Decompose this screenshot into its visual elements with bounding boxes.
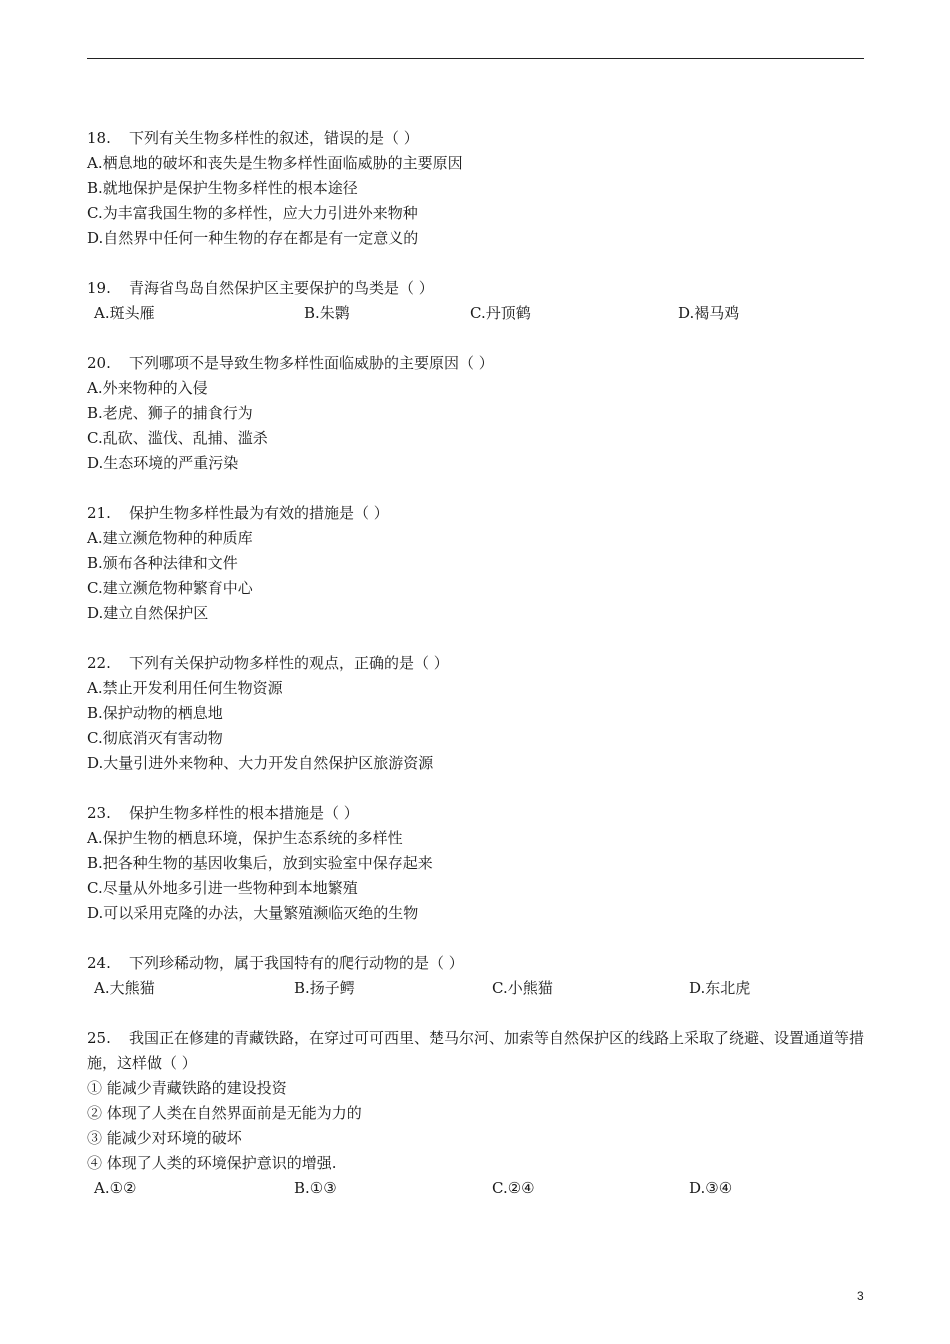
question-23	[87, 801, 867, 926]
option-d: D.自然界中任何一种生物的存在都是有一定意义的	[87, 229, 419, 247]
question-number: 24.	[87, 954, 111, 972]
header-rule	[87, 58, 864, 59]
question-text: 保护生物多样性最为有效的措施是（ ）	[129, 504, 389, 522]
option-d: D.大量引进外来物种、大力开发自然保护区旅游资源	[87, 754, 434, 772]
option-b: B.颁布各种法律和文件	[87, 554, 238, 572]
option-a: A.禁止开发利用任何生物资源	[87, 679, 283, 697]
option-b: B.保护动物的栖息地	[87, 704, 223, 722]
option-d: D.东北虎	[689, 979, 751, 997]
statement-4: ④ 体现了人类的环境保护意识的增强.	[87, 1154, 337, 1172]
option-a: A.保护生物的栖息环境，保护生态系统的多样性	[87, 829, 403, 847]
question-20	[87, 351, 867, 476]
question-stem	[87, 276, 867, 301]
option-b: B.朱鹮	[304, 304, 350, 322]
option-d: D.生态环境的严重污染	[87, 454, 239, 472]
option-c: C.彻底消灭有害动物	[87, 729, 223, 747]
option-a: A.大熊猫	[94, 979, 155, 997]
question-number: 20.	[87, 354, 111, 372]
question-22	[87, 651, 867, 776]
option-c: C.尽量从外地多引进一些物种到本地繁殖	[87, 879, 358, 897]
option-d: D.可以采用克隆的办法，大量繁殖濒临灭绝的生物	[87, 904, 419, 922]
page-number: 3	[857, 1289, 864, 1303]
question-21	[87, 501, 867, 626]
option-b: B.把各种生物的基因收集后，放到实验室中保存起来	[87, 854, 433, 872]
question-number: 23.	[87, 804, 111, 822]
option-c: C.为丰富我国生物的多样性，应大力引进外来物种	[87, 204, 418, 222]
option-b: B.①③	[294, 1179, 337, 1197]
question-text: 保护生物多样性的根本措施是（ ）	[129, 804, 359, 822]
question-text: 下列有关生物多样性的叙述，错误的是（ ）	[129, 129, 419, 147]
options-row	[87, 976, 867, 1001]
option-d: D.③④	[689, 1179, 733, 1197]
question-number: 19.	[87, 279, 111, 297]
statement-1: ① 能减少青藏铁路的建设投资	[87, 1079, 287, 1097]
option-a: A.①②	[94, 1179, 137, 1197]
question-stem	[87, 1026, 867, 1076]
option-c: C.小熊猫	[492, 979, 553, 997]
option-a: A.斑头雁	[94, 304, 155, 322]
question-text: 下列哪项不是导致生物多样性面临威胁的主要原因（ ）	[129, 354, 494, 372]
option-c: C.②④	[492, 1179, 535, 1197]
option-c: C.乱砍、滥伐、乱捕、滥杀	[87, 429, 268, 447]
question-number: 18.	[87, 129, 111, 147]
option-d: D.褐马鸡	[678, 304, 740, 322]
question-stem	[87, 351, 867, 376]
option-b: B.就地保护是保护生物多样性的根本途径	[87, 179, 358, 197]
question-text: 青海省鸟岛自然保护区主要保护的鸟类是（ ）	[129, 279, 434, 297]
question-text: 下列有关保护动物多样性的观点，正确的是（ ）	[129, 654, 449, 672]
statement-2: ② 体现了人类在自然界面前是无能为力的	[87, 1104, 362, 1122]
option-b: B.老虎、狮子的捕食行为	[87, 404, 253, 422]
option-a: A.栖息地的破坏和丧失是生物多样性面临威胁的主要原因	[87, 154, 463, 172]
option-c: C.丹顶鹤	[470, 304, 531, 322]
question-text: 我国正在修建的青藏铁路，在穿过可可西里、楚马尔河、加索等自然保护区的线路上采取了绕避、设置通道等措施，这样做（ ）	[87, 1029, 865, 1072]
options-row	[87, 1176, 867, 1201]
option-a: A.建立濒危物种的种质库	[87, 529, 253, 547]
question-24	[87, 951, 867, 1001]
options-row	[87, 301, 867, 326]
option-c: C.建立濒危物种繁育中心	[87, 579, 253, 597]
question-number: 22.	[87, 654, 111, 672]
question-number: 25.	[87, 1029, 111, 1047]
question-stem	[87, 951, 867, 976]
question-19	[87, 276, 867, 326]
option-b: B.扬子鳄	[294, 979, 355, 997]
question-text: 下列珍稀动物，属于我国特有的爬行动物的是（ ）	[129, 954, 464, 972]
question-18	[87, 126, 867, 251]
question-25	[87, 1026, 867, 1201]
question-list	[87, 126, 867, 1226]
question-stem	[87, 651, 867, 676]
option-a: A.外来物种的入侵	[87, 379, 208, 397]
statement-3: ③ 能减少对环境的破坏	[87, 1129, 242, 1147]
question-stem	[87, 501, 867, 526]
question-number: 21.	[87, 504, 111, 522]
option-d: D.建立自然保护区	[87, 604, 209, 622]
question-stem	[87, 126, 867, 151]
question-stem	[87, 801, 867, 826]
